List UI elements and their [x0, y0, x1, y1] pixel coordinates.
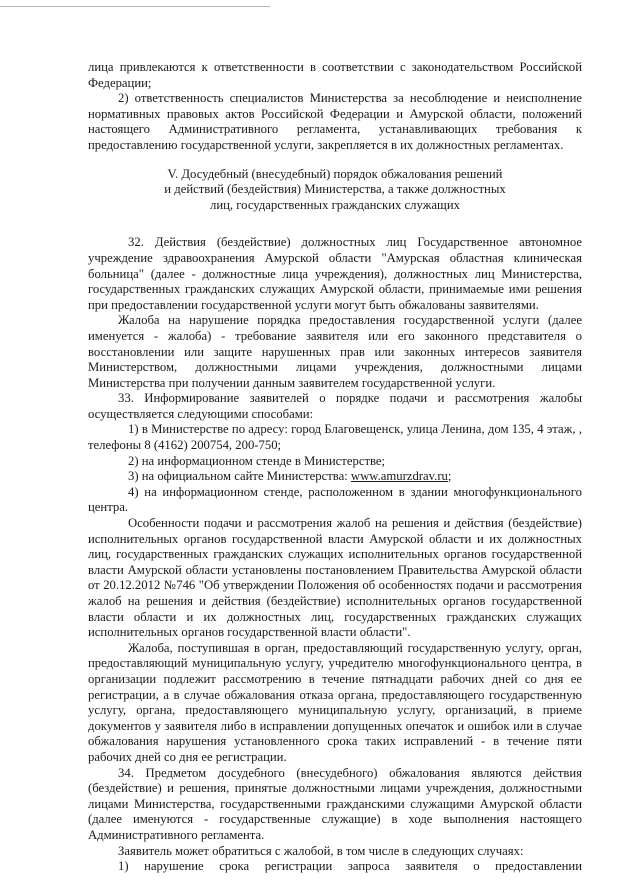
item-3-suffix: ; [447, 469, 452, 484]
paragraph-applicant-may-appeal: Заявитель может обратиться с жалобой, в том числе в следующих случаях: [118, 843, 524, 858]
paragraph-34: 34. Предметом досудебного (внесудебного) обжалования являются действия (бездействие) и решения, принятые должностными лицами учреждения, должностными лицами Министерства, государственными гражданскими служащими Амурской области (далее именуются - государственные служащие) в ходе выполнения настоящего Административного регламента. [88, 765, 582, 842]
document-page [88, 60, 582, 875]
paragraph-complaint-received: Жалоба, поступившая в орган, предоставляющий государственную услугу, орган, предоставляющий муниципальную услугу, учредителю многофункционального центра, в организации подлежит рассмотрению в течение пятнадцати рабочих дней со дня ее регистрации, а в случае обжалования отказа органа, предоставляющего государственную услугу, органа, предоставляющего муниципальную услугу, организаций, в приеме документов у заявителя либо в исправлении допущенных опечаток и ошибок или в случае обжалования нарушения установленного срока таких исправлений - в течение пяти рабочих дней со дня ее регистрации. [88, 640, 582, 764]
section-heading-line-2: и действий (бездействия) Министерства, а также должностных [164, 182, 506, 197]
paragraph-features: Особенности подачи и рассмотрения жалоб на решения и действия (бездействие) исполнительных органов государственной власти Амурской области и их должностных лиц, государственных гражданских служащих исполнительных органов государственной власти Амурской области установлены постановлением Правительства Амурской области от 20.12.2012 №746 "Об утверждении Положения об особенностях подачи и рассмотрения жалоб на решения и действия (бездействие) исполнительных органов государственной власти области и их должностных лиц, государственных гражданских служащих исполнительных органов государственной власти области". [88, 516, 582, 640]
section-v-heading [88, 167, 582, 214]
ministry-website-link[interactable]: www.amurzdrav.ru [350, 469, 448, 484]
paragraph-liability-end: лица привлекаются к ответственности в соответствии с законодательством Российской Федерации; [88, 60, 582, 90]
paragraph-32: 32. Действия (бездействие) должностных лиц Государственное автономное учреждение здравоохранения Амурской области "Амурская областная клиническая больница" (далее - должностные лица учреждения), должностных лиц Министерства, государственных гражданских служащих Амурской области, принимаемые ими решения при предоставлении государственной услуги могут быть обжалованы заявителями. [88, 235, 582, 312]
paragraph-33-item-2: 2) на информационном стенде в Министерстве; [128, 453, 386, 468]
scan-artifact-line [0, 6, 270, 7]
paragraph-33-item-4: 4) на информационном стенде, расположенном в здании многофункционального центра. [88, 484, 582, 515]
paragraph-complaint-definition: Жалоба на нарушение порядка предоставления государственной услуги (далее именуется - жалоба) - требование заявителя или его законного представителя о восстановлении или защите нарушенных прав или законных интересов заявителя Министерством, должностными лицами учреждения, должностными лицами Министерства при получении данным заявителем государственной услуги. [88, 313, 582, 390]
paragraph-33-item-3 [88, 469, 582, 485]
section-heading-line-1: V. Досудебный (внесудебный) порядок обжалования решений [167, 166, 503, 181]
section-heading-line-3: лиц, государственных гражданских служащих [210, 197, 460, 212]
paragraph-case-1: 1) нарушение срока регистрации запроса заявителя о предоставлении [118, 859, 582, 874]
paragraph-33: 33. Информирование заявителей о порядке подачи и рассмотрения жалобы осуществляется следующими способами: [88, 391, 582, 421]
paragraph-33-item-1: 1) в Министерстве по адресу: город Благовещенск, улица Ленина, дом 135, 4 этаж, , телефоны 8 (4162) 200754, 200-750; [88, 422, 582, 453]
item-3-prefix: 3) на официальном сайте Министерства: [128, 469, 351, 484]
paragraph-specialist-responsibility: 2) ответственность специалистов Министерства за несоблюдение и неисполнение нормативных правовых актов Российской Федерации и Амурской области, положений настоящего Административного регламента, устанавливающих требования к предоставлению государственной услуги, закрепляется в их должностных регламентах. [88, 91, 582, 152]
